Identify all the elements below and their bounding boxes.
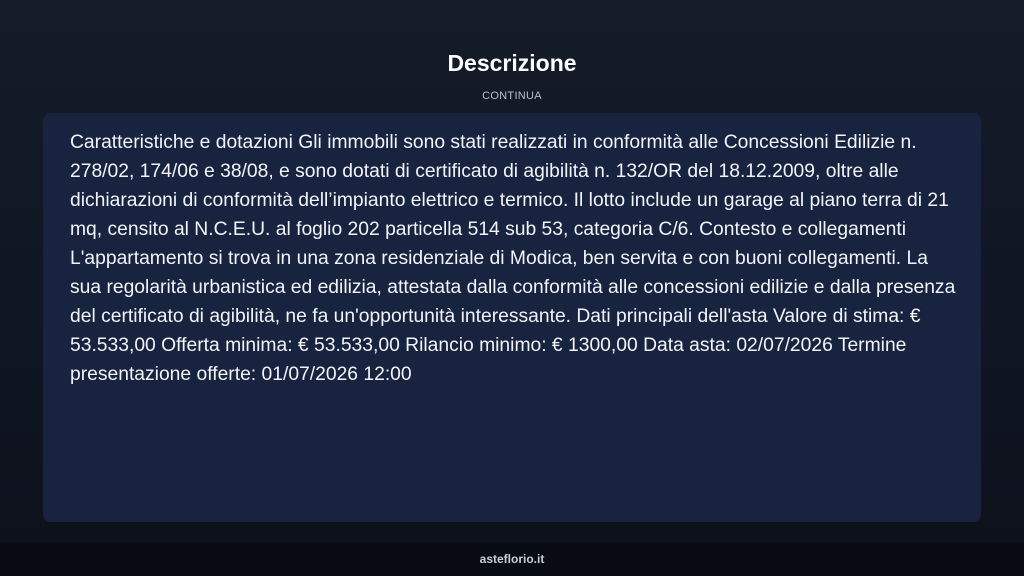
page-title: Descrizione bbox=[447, 50, 577, 76]
description-card bbox=[43, 113, 981, 522]
page-subtitle: CONTINUA bbox=[482, 90, 542, 102]
footer-brand: asteflorio.it bbox=[479, 552, 545, 566]
footer-bar bbox=[0, 543, 1024, 576]
description-text: Caratteristiche e dotazioni Gli immobili sono stati realizzati in conformità alle Concessioni Edilizie n. 278/02, 174/06 e 38/08, e sono dotati di certificato di agibilità n. 132/OR del 18.12.2009, oltre alle dichiarazioni di conformità dell’impianto elettrico e termico. Il lotto include un garage al piano terra di 21 mq, censito al N.C.E.U. al foglio 202 particella 514 sub 53, categoria C/6. Contesto e collegamenti L'appartamento si trova in una zona residenziale di Modica, ben servita e con buoni collegamenti. La sua regolarità urbanistica ed edilizia, attestata dalla conformità alle concessioni edilizie e dalla presenza del certificato di agibilità, ne fa un'opportunità interessante. Dati principali dell'asta Valore di stima: € 53.533,00 Offerta minima: € 53.533,00 Rilancio minimo: € 1300,00 Data asta: 02/07/2026 Termine presentazione offerte: 01/07/2026 12:00 bbox=[70, 132, 956, 385]
